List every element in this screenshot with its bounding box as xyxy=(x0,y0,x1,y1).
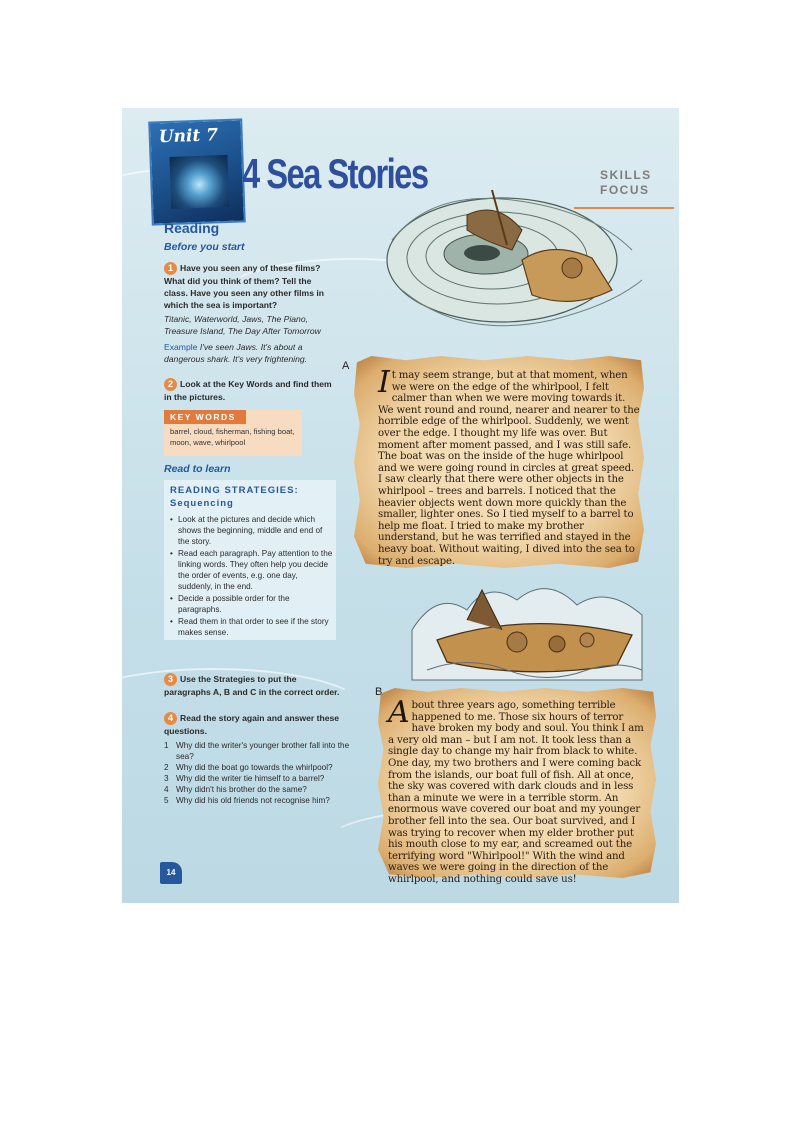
question-item xyxy=(164,740,364,762)
question-item xyxy=(164,784,364,795)
question-text: Why did the boat go towards the whirlpool? xyxy=(176,763,333,772)
textbook-page xyxy=(122,108,679,903)
page-number: 14 xyxy=(160,862,182,884)
unit-label: Unit 7 xyxy=(158,125,219,148)
reading-strategies-box xyxy=(164,480,336,640)
question-4-number: 4 xyxy=(164,712,177,725)
whirlpool-illustration xyxy=(372,170,662,350)
question-text: Why didn't his brother do the same? xyxy=(176,785,307,794)
question-3-number: 3 xyxy=(164,673,177,686)
story-paragraph-b xyxy=(388,695,650,886)
question-item xyxy=(164,773,364,784)
key-words-box xyxy=(164,410,302,456)
question-4 xyxy=(164,712,344,737)
strategies-title: READING STRATEGIES: xyxy=(170,485,299,496)
question-number: 1 xyxy=(164,741,169,750)
example xyxy=(164,341,334,365)
question-item xyxy=(164,795,364,806)
key-words-list: barrel, cloud, fisherman, fishing boat, moon, wave, whirlpool xyxy=(170,427,295,447)
story-text-b: bout three years ago, something terrible happened to me. Those six hours of terror have broken my body and soul. You think I am a very old man – but I am not. It took less than a single day to change my hair from black to white. One day, my two brothers and I were coming back from the islands, our boat full of fish. All at once, the sky was covered with dark clouds and in less than a minute we were in a terrible storm. An enormous wave covered our boat and my younger brother fell into the sea. Our boat survived, and I was trying to recover when my elder brother put his mouth close to my ear, and screamed out the terrifying word "Whirlpool!" With the wind and waves we were going in the direction of the whirlpool, and nothing could save us! xyxy=(388,700,644,885)
story-text-a: t may seem strange, but at that moment, when we were on the edge of the whirlpool, I felt calmer than when we were moving towards it. We went round and round, nearer and nearer to the horrible edge of the whirlpool. Suddenly, we went over the edge. I thought my life was over. But moment after moment passed, and I was still safe. The boat was on the inside of the huge whirlpool and we were going round in circles at great speed. I saw clearly that there were other objects in the whirlpool – trees and barrels. I noticed that the heavier objects went down more quickly than the smaller, lighter ones. So I tied myself to a barrel to help me float. I tried to make my brother understand, but he was terrified and stayed in the heavy boat. Without waiting, I dived into the sea to try and escape. xyxy=(378,370,640,567)
unit-badge xyxy=(150,120,243,223)
boat-illustration xyxy=(407,570,647,690)
skills-focus-line2: FOCUS xyxy=(600,183,650,197)
question-2-number: 2 xyxy=(164,378,177,391)
question-1-number: 1 xyxy=(164,262,177,275)
key-words-heading: KEY WORDS xyxy=(164,410,246,424)
question-number: 2 xyxy=(164,763,169,772)
question-4-text: Read the story again and answer these questions. xyxy=(164,713,340,736)
question-number: 3 xyxy=(164,774,169,783)
question-1 xyxy=(164,262,326,311)
example-label: Example xyxy=(164,342,198,352)
strategy-item: • Look at the pictures and decide which shows the beginning, middle and end of the story. xyxy=(170,514,334,547)
question-text: Why did the writer's younger brother fall into the sea? xyxy=(176,741,350,761)
strategies-subtitle: Sequencing xyxy=(170,498,234,509)
question-2-text: Look at the Key Words and find them in the pictures. xyxy=(164,379,332,402)
question-3 xyxy=(164,673,344,698)
question-number: 5 xyxy=(164,796,169,805)
question-item xyxy=(164,762,364,773)
page-title: 4 Sea Stories xyxy=(242,150,428,197)
section-a-label: A xyxy=(342,360,350,372)
example-text: I've seen Jaws. It's about a dangerous shark. It's very frightening. xyxy=(164,342,308,364)
strategies-list xyxy=(170,514,334,639)
question-3-text: Use the Strategies to put the paragraphs A, B and C in the correct order. xyxy=(164,674,340,697)
strategy-item: • Read each paragraph. Pay attention to the linking words. They often help you decide the order of events, e.g. one day, suddenly, in the end. xyxy=(170,548,334,592)
strategy-item: • Read them in that order to see if the story makes sense. xyxy=(170,616,334,638)
question-number: 4 xyxy=(164,785,169,794)
question-list xyxy=(164,740,364,806)
question-2 xyxy=(164,378,334,403)
before-you-start-heading: Before you start xyxy=(164,241,245,253)
dropcap-a: I xyxy=(378,365,390,400)
film-list: Titanic, Waterworld, Jaws, The Piano, Treasure Island, The Day After Tomorrow xyxy=(164,314,321,336)
question-text: Why did his old friends not recognise him? xyxy=(176,796,330,805)
section-b-label: B xyxy=(375,686,383,698)
reading-strategies-title xyxy=(170,484,299,510)
skills-focus-line1: SKILLS xyxy=(600,168,652,182)
dropcap-b: A xyxy=(388,695,410,730)
read-to-learn-heading: Read to learn xyxy=(164,463,231,475)
question-text: Why did the writer tie himself to a barrel? xyxy=(176,774,325,783)
question-1-text: Have you seen any of these films? What did you think of them? Tell the class. Have you seen any other films in which the sea is important? xyxy=(164,263,325,310)
story-paragraph-a xyxy=(378,365,640,567)
reading-heading: Reading xyxy=(164,220,220,236)
strategy-item: • Decide a possible order for the paragraphs. xyxy=(170,593,334,615)
unit-badge-image xyxy=(169,155,229,209)
